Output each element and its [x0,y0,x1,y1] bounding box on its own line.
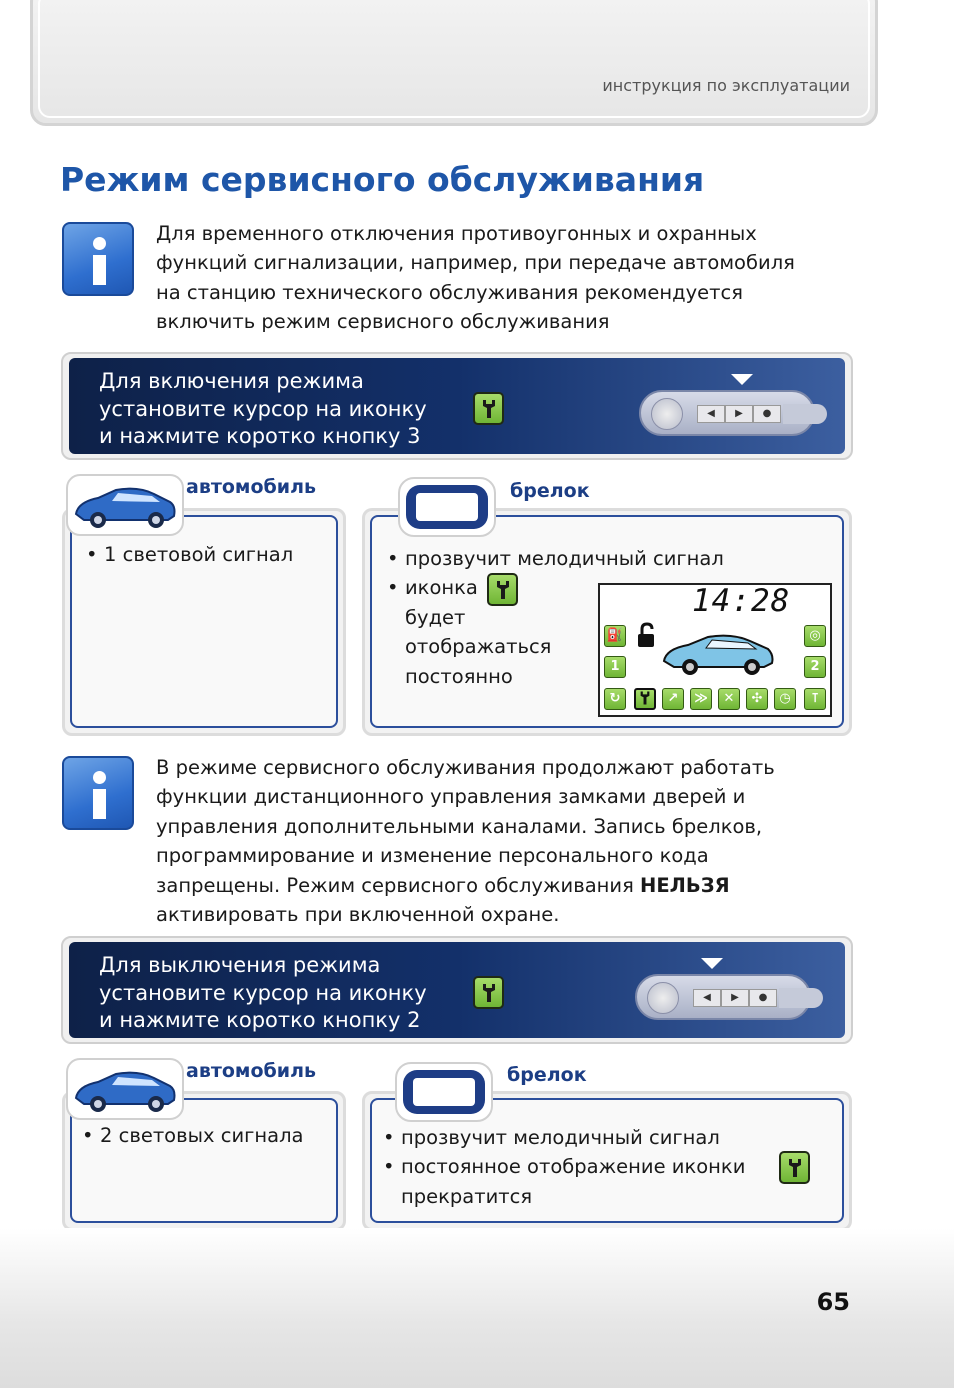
fob-label: брелок [507,1064,587,1086]
emphasis-text: НЕЛЬЗЯ [640,873,730,897]
enable-banner-text [99,368,529,451]
fob-label: брелок [510,480,590,502]
fob-list [387,544,724,691]
remote-icon [400,479,494,535]
car-list [86,540,336,569]
enable-banner-body [69,358,845,454]
page-title: Режим сервисного обслуживания [60,160,705,199]
car-label: автомобиль [186,1060,317,1082]
banner-line: и нажмите коротко кнопку 2 [99,1008,421,1032]
banner-line: и нажмите коротко кнопку 3 [99,424,421,448]
middle-paragraph [156,753,856,929]
lcd-car-icon [660,625,778,681]
car-badge [66,1058,184,1120]
list-item-continuation: прекратится [401,1184,533,1208]
lcd-icon-clock: ◷ [774,688,796,710]
lcd-icon-service [634,688,656,710]
info-icon [62,222,134,296]
list-item-continuation: постоянно [405,664,513,688]
disable-banner-body [69,942,845,1038]
list-item: • иконка [387,576,478,600]
disable-banner [61,936,853,1044]
intro-line: включить режим сервисного обслуживания [156,310,610,334]
disable-banner-text [99,952,529,1035]
remote-icon [397,1064,491,1120]
car-icon [68,476,182,534]
list-item: • прозвучит мелодичный сигнал [383,1126,720,1149]
middle-line: функции дистанционного управления замками дверей и [156,785,746,809]
lcd-icon-engine: ⛽ [604,625,626,647]
intro-paragraph [156,219,856,337]
header-subtitle: инструкция по эксплуатации [602,76,850,95]
banner-line: установите курсор на иконку [99,396,427,421]
middle-line: управления дополнительными каналами. Запись брелков, [156,814,763,838]
lcd-icon-temperature: ⊺ [804,688,826,710]
list-item: • 1 световой сигнал [86,543,294,566]
info-icon [62,756,134,830]
wrench-icon [473,392,504,425]
fob-list [383,1123,773,1211]
lock-open-icon [632,621,660,649]
lcd-time: 14:28 [692,583,791,619]
middle-line: запрещены. Режим сервисного обслуживания НЕЛЬЗЯ [156,873,730,897]
fob-badge [398,477,496,537]
lcd-channel-2: 2 [804,656,826,678]
lcd-icon-ignition: ↗ [662,688,684,710]
car-badge [66,474,184,536]
list-item-continuation: будет [405,605,466,629]
list-item-continuation: отображаться [405,635,552,659]
middle-line: активировать при включенной охране. [156,903,560,927]
lcd-icon-refresh: ↻ [604,688,626,710]
fob-badge [395,1062,493,1122]
cursor-arrow-icon [701,958,723,970]
banner-line: Для выключения режима [99,953,381,977]
car-list [82,1121,337,1150]
wrench-icon [487,573,518,606]
intro-line: Для временного отключения противоугонных и охранных [156,222,757,245]
wrench-icon [779,1151,810,1184]
list-item: • 2 световых сигнала [82,1124,304,1147]
header-highlight [38,0,870,118]
middle-line: В режиме сервисного обслуживания продолжают работать [156,756,775,779]
car-label: автомобиль [186,476,317,498]
lcd-icon-sensor: ≫ [690,688,712,710]
car-icon [68,1060,182,1118]
lcd-display [598,583,832,717]
lcd-icon-steering: ◎ [804,625,826,647]
wrench-icon [473,976,504,1009]
page-number: 65 [816,1288,850,1316]
enable-banner [61,352,853,460]
lcd-icon-fan: ✣ [746,688,768,710]
lcd-channel-1: 1 [604,656,626,678]
banner-line: установите курсор на иконку [99,980,427,1005]
cursor-arrow-icon [731,374,753,386]
keyfob-icon: ◀ ▶ ● [635,974,811,1020]
intro-line: на станцию технического обслуживания рекомендуется [156,280,743,304]
banner-line: Для включения режима [99,369,364,393]
list-item: • прозвучит мелодичный сигнал [387,547,724,570]
list-item: • постоянное отображение иконки [383,1155,746,1179]
keyfob-icon: ◀ ▶ ● [639,390,815,436]
intro-line: функций сигнализации, например, при передаче автомобиля [156,251,795,275]
middle-line: программирование и изменение персонального кода [156,844,709,868]
lcd-icon-shock: ✕ [718,688,740,710]
